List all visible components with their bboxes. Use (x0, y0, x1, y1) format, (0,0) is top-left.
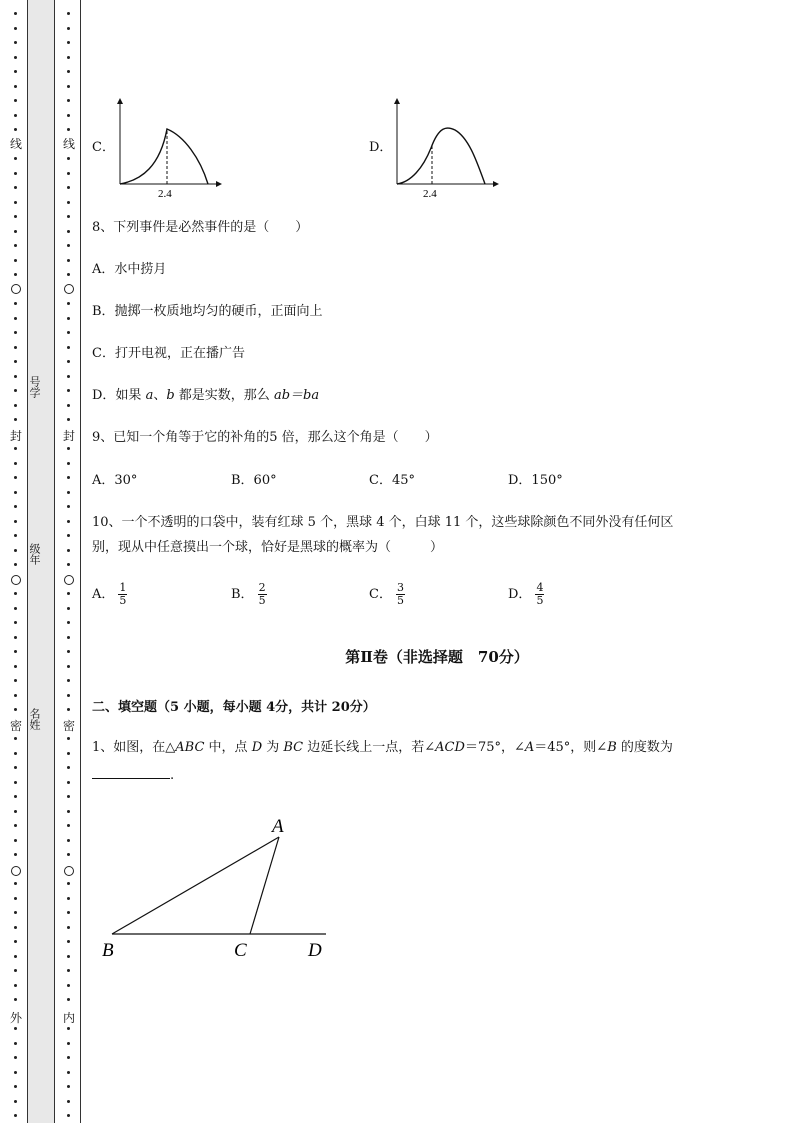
margin-dot (67, 607, 70, 610)
margin-dot (14, 563, 17, 566)
margin-dot (14, 897, 17, 900)
margin-dot (14, 1071, 17, 1074)
label-name: 名姓 (28, 708, 41, 730)
margin-dot (14, 940, 17, 943)
margin-dot (14, 375, 17, 378)
margin-dot (67, 389, 70, 392)
q7-option-d-graph (389, 96, 499, 200)
margin-dot (14, 810, 17, 813)
margin-dot (67, 969, 70, 972)
margin-dot (67, 810, 70, 813)
outer-margin-char: 封 (9, 429, 22, 443)
margin-dot (67, 491, 70, 494)
margin-circle (11, 575, 21, 585)
margin-dot (14, 766, 17, 769)
q10-stem-line1: 10、一个不透明的口袋中，装有红球 5 个，黑球 4 个，白球 11 个，这些球除颜色不同外没有任何区 (92, 515, 674, 530)
margin-dot (14, 201, 17, 204)
curve (397, 128, 485, 184)
margin-dot (14, 998, 17, 1001)
student-info-band (27, 0, 55, 1123)
margin-dot (67, 549, 70, 552)
margin-dot (67, 534, 70, 537)
margin-dot (67, 766, 70, 769)
margin-dot (67, 27, 70, 30)
margin-dot (67, 331, 70, 334)
margin-dot (14, 447, 17, 450)
binding-margin (0, 0, 82, 1123)
margin-dot (14, 679, 17, 682)
inner-margin-char: 密 (62, 719, 75, 733)
margin-dot (67, 795, 70, 798)
margin-dot (14, 302, 17, 305)
q9-option-c: C．45° (369, 473, 415, 488)
tick-2-4: 2.4 (423, 188, 437, 200)
margin-dot (14, 128, 17, 131)
margin-dot (14, 114, 17, 117)
margin-dot (14, 984, 17, 987)
margin-dot (67, 317, 70, 320)
margin-dot (67, 172, 70, 175)
margin-dot (67, 853, 70, 856)
margin-circle (11, 284, 21, 294)
q8-stem: 8、下列事件是必然事件的是（ ） (92, 220, 309, 235)
q7-option-c-label: C． (92, 140, 115, 155)
margin-dot (67, 984, 70, 987)
margin-dot (14, 621, 17, 624)
q10-option-b: B． $\frac{2}{5}$ (231, 581, 266, 607)
margin-dot (67, 955, 70, 958)
fraction: $\frac{2}{5}$ (258, 581, 266, 607)
margin-dot (14, 1114, 17, 1117)
margin-circle (64, 575, 74, 585)
margin-dot (14, 70, 17, 73)
q8-option-d: D．如果 a、b 都是实数，那么 ab＝ba (92, 388, 320, 403)
margin-dot (67, 302, 70, 305)
margin-dot (67, 404, 70, 407)
margin-dot (14, 273, 17, 276)
label-d: D (308, 940, 322, 961)
margin-dot (14, 41, 17, 44)
inner-margin-char: 线 (62, 137, 75, 151)
margin-dot (14, 795, 17, 798)
margin-dot (14, 752, 17, 755)
margin-dot (67, 1042, 70, 1045)
margin-dot (14, 1056, 17, 1059)
label-grade: 级年 (28, 543, 41, 565)
margin-circle (64, 284, 74, 294)
margin-dot (67, 505, 70, 508)
margin-dot (67, 752, 70, 755)
margin-dot (67, 230, 70, 233)
margin-dot (14, 244, 17, 247)
margin-dot (67, 418, 70, 421)
q10-option-c: C． $\frac{3}{5}$ (369, 581, 404, 607)
fraction: $\frac{1}{5}$ (119, 581, 127, 607)
label-b: B (102, 940, 114, 961)
margin-dot (67, 273, 70, 276)
margin-dot (67, 737, 70, 740)
margin-dot (14, 491, 17, 494)
margin-circle (64, 866, 74, 876)
margin-dot (67, 346, 70, 349)
q10-stem-line2: 别，现从中任意摸出一个球，恰好是黑球的概率为（ ） (92, 540, 444, 555)
q9-option-a: A．30° (92, 473, 138, 488)
margin-dot (14, 404, 17, 407)
margin-dot (67, 998, 70, 1001)
margin-dot (67, 375, 70, 378)
margin-dot (67, 1114, 70, 1117)
margin-dot (14, 708, 17, 711)
margin-dot (14, 926, 17, 929)
margin-dot (14, 955, 17, 958)
margin-dot (67, 360, 70, 363)
triangle-figure (96, 812, 336, 972)
margin-dot (14, 389, 17, 392)
margin-dot (14, 317, 17, 320)
margin-dot (67, 708, 70, 711)
q7-option-c-graph (112, 96, 222, 200)
margin-dot (14, 215, 17, 218)
inner-margin-char: 封 (62, 429, 75, 443)
margin-dot (67, 462, 70, 465)
fill-section-title: 二、填空题（5 小题，每小题 4分，共计 20分） (92, 700, 376, 715)
margin-dot (14, 157, 17, 160)
margin-dot (14, 230, 17, 233)
margin-dot (14, 462, 17, 465)
x-axis-arrow (493, 181, 499, 187)
margin-dot (67, 1100, 70, 1103)
label-c: C (234, 940, 247, 961)
margin-dot (67, 882, 70, 885)
margin-dot (14, 505, 17, 508)
margin-dot (14, 882, 17, 885)
margin-dot (67, 244, 70, 247)
inner-margin-char: 内 (62, 1011, 75, 1025)
margin-dot (14, 476, 17, 479)
label-a: A (272, 816, 284, 837)
margin-dot (14, 839, 17, 842)
margin-dot (14, 27, 17, 30)
margin-dot (14, 520, 17, 523)
margin-dot (14, 360, 17, 363)
answer-blank[interactable] (92, 766, 170, 779)
margin-dot (14, 1027, 17, 1030)
margin-dot (67, 1085, 70, 1088)
margin-dot (67, 1027, 70, 1030)
margin-dot (67, 636, 70, 639)
curve (120, 129, 208, 184)
q10-option-d: D． $\frac{4}{5}$ (508, 581, 544, 607)
y-axis-arrow (117, 98, 123, 104)
x-axis-arrow (216, 181, 222, 187)
margin-dot (14, 694, 17, 697)
margin-dot (67, 824, 70, 827)
margin-dot (67, 114, 70, 117)
margin-dot (67, 926, 70, 929)
margin-dot (67, 215, 70, 218)
margin-border-line (80, 0, 81, 1123)
margin-dot (14, 56, 17, 59)
margin-dot (67, 940, 70, 943)
margin-dot (67, 447, 70, 450)
fill1-answer-line[interactable]: . (92, 766, 174, 786)
margin-dot (14, 737, 17, 740)
margin-dot (14, 172, 17, 175)
margin-dot (14, 12, 17, 15)
margin-dot (67, 897, 70, 900)
margin-dot (14, 911, 17, 914)
y-axis-arrow (394, 98, 400, 104)
tick-2-4: 2.4 (158, 188, 172, 200)
margin-dot (14, 853, 17, 856)
margin-dot (67, 12, 70, 15)
part2-title: 第Ⅱ卷（非选择题 70分） (345, 648, 529, 666)
margin-dot (67, 201, 70, 204)
margin-dot (67, 128, 70, 131)
margin-dot (67, 85, 70, 88)
margin-dot (14, 346, 17, 349)
margin-dot (14, 186, 17, 189)
margin-dot (67, 694, 70, 697)
margin-dot (14, 85, 17, 88)
margin-dot (67, 157, 70, 160)
q9-option-b: B．60° (231, 473, 277, 488)
margin-dot (14, 1042, 17, 1045)
q8-option-b: B．抛掷一枚质地均匀的硬币，正面向上 (92, 304, 323, 319)
margin-dot (14, 534, 17, 537)
margin-dot (67, 99, 70, 102)
q8-option-a: A．水中捞月 (92, 262, 167, 277)
margin-dot (14, 259, 17, 262)
margin-circle (11, 866, 21, 876)
label-student-number: 号学 (28, 376, 41, 398)
margin-dot (67, 520, 70, 523)
fraction: $\frac{4}{5}$ (536, 581, 544, 607)
margin-dot (14, 549, 17, 552)
margin-dot (67, 476, 70, 479)
margin-dot (67, 592, 70, 595)
outer-margin-char: 线 (9, 137, 22, 151)
margin-dot (67, 839, 70, 842)
margin-dot (14, 824, 17, 827)
margin-dot (14, 592, 17, 595)
margin-dot (14, 969, 17, 972)
outer-margin-char: 外 (9, 1011, 22, 1025)
margin-dot (67, 911, 70, 914)
q10-option-a: A． $\frac{1}{5}$ (92, 581, 127, 607)
margin-dot (14, 1100, 17, 1103)
margin-dot (67, 41, 70, 44)
margin-dot (67, 781, 70, 784)
margin-dot (67, 679, 70, 682)
margin-dot (14, 636, 17, 639)
q7-option-d-label: D． (369, 140, 393, 155)
fill1-stem: 1、如图，在△ABC 中，点 D 为 BC 边延长线上一点，若∠ACD＝75°，∠A＝45°，则∠B 的度数为 (92, 740, 673, 755)
q9-stem: 9、已知一个角等于它的补角的5 倍，那么这个角是（ ） (92, 430, 438, 445)
margin-dot (67, 70, 70, 73)
margin-dot (14, 418, 17, 421)
fraction: $\frac{3}{5}$ (396, 581, 404, 607)
margin-dot (14, 607, 17, 610)
margin-dot (67, 1056, 70, 1059)
q8-option-c: C．打开电视，正在播广告 (92, 346, 245, 361)
margin-dot (67, 186, 70, 189)
margin-dot (14, 99, 17, 102)
margin-dot (67, 621, 70, 624)
margin-dot (67, 56, 70, 59)
margin-dot (67, 259, 70, 262)
q9-option-d: D．150° (508, 473, 563, 488)
margin-dot (14, 1085, 17, 1088)
margin-dot (14, 781, 17, 784)
margin-dot (67, 563, 70, 566)
margin-dot (14, 331, 17, 334)
outer-margin-char: 密 (9, 719, 22, 733)
margin-dot (67, 1071, 70, 1074)
